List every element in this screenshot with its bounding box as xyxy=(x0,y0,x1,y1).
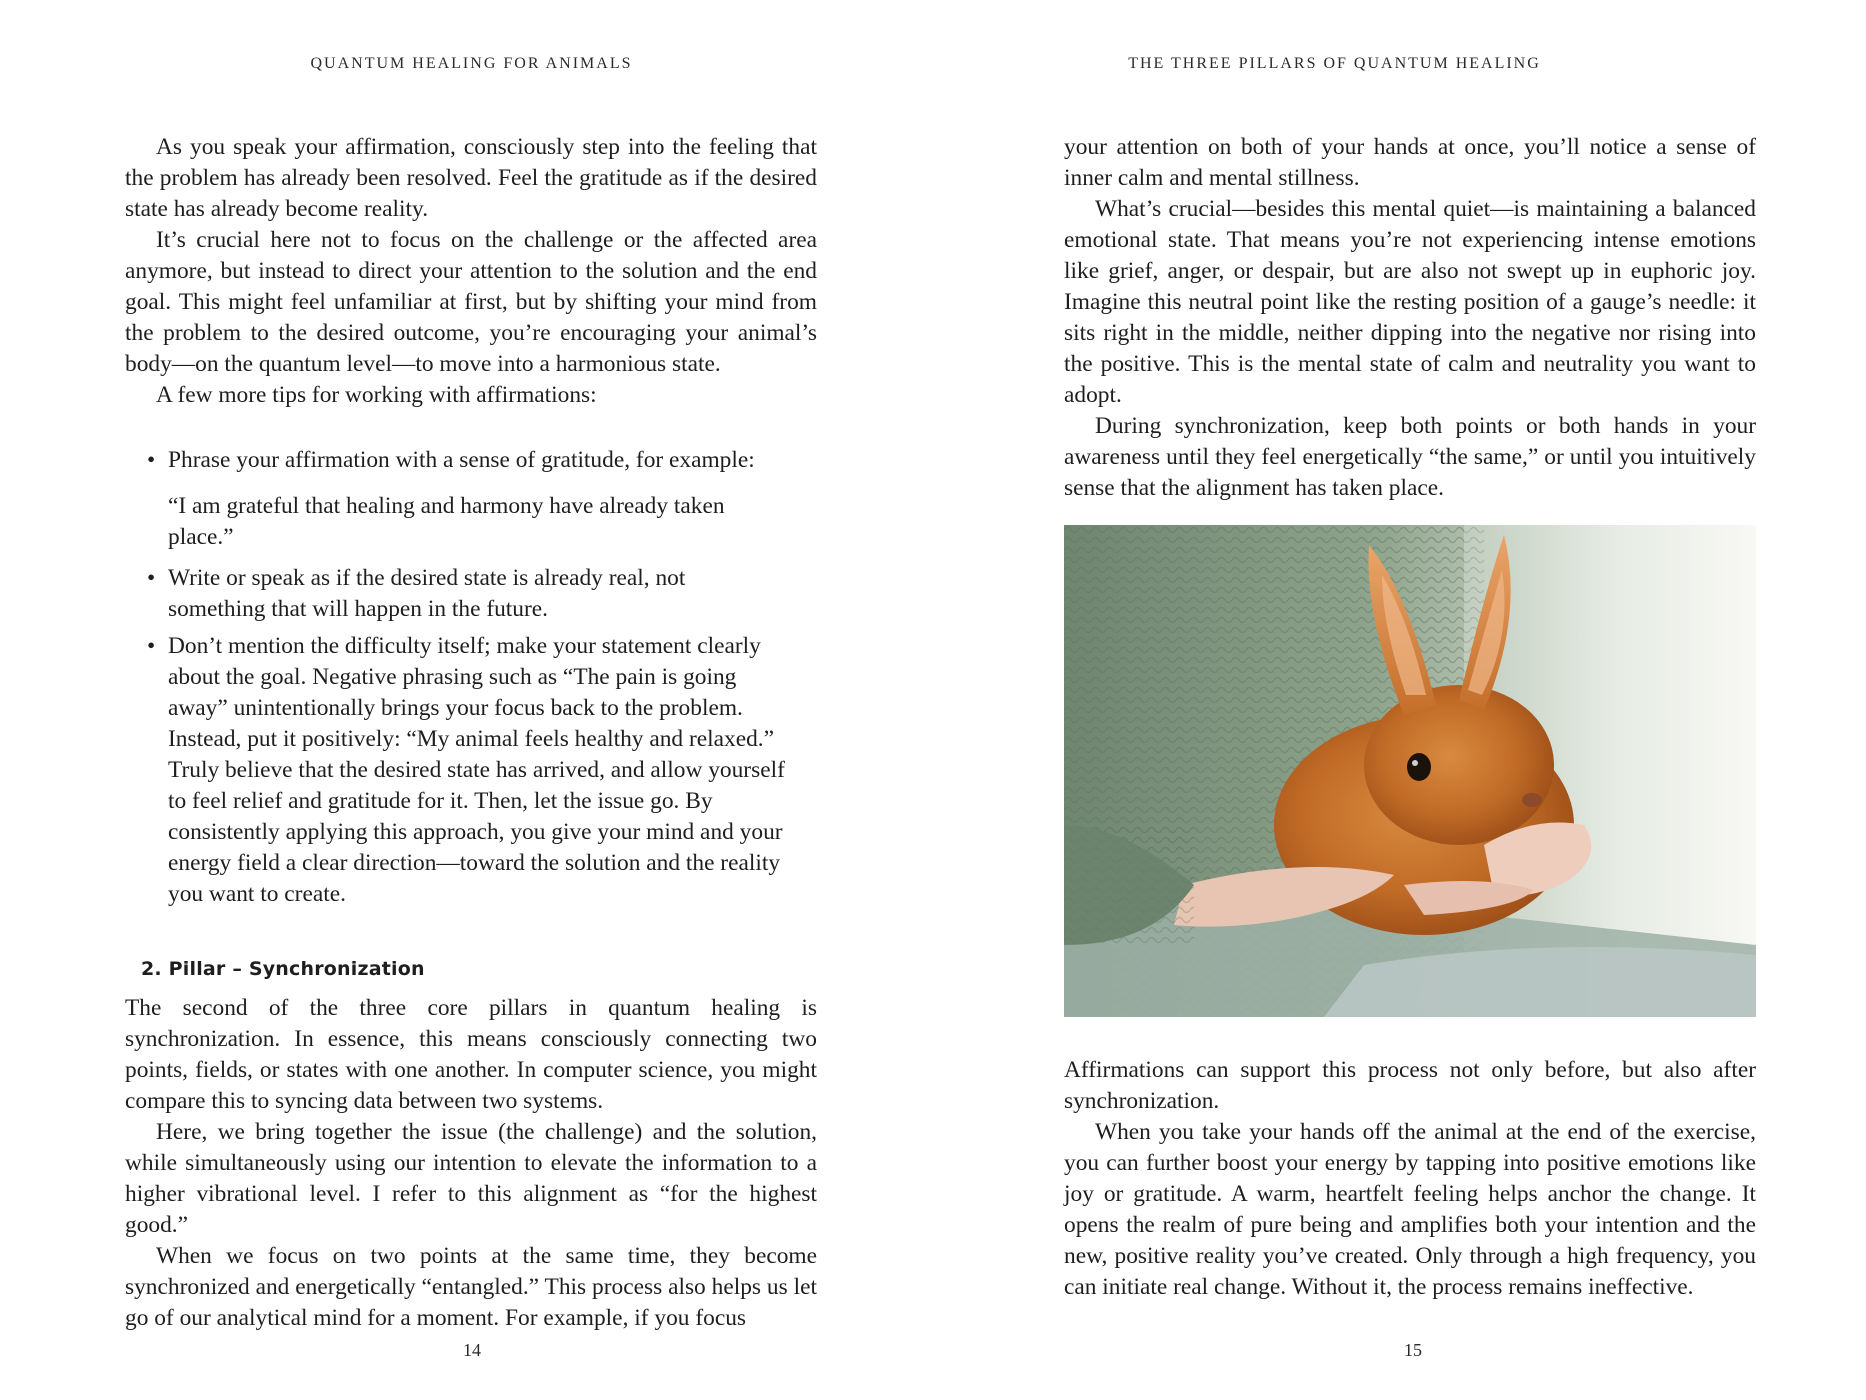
bullet-icon: • xyxy=(147,633,156,659)
running-head-left: QUANTUM HEALING FOR ANIMALS xyxy=(310,55,633,72)
paragraph: Here, we bring together the issue (the challenge) and the solution, while simultaneously using our intention to elevate the information to a higher vibrational level. I refer to this alignment as “for the highest good.” xyxy=(125,1119,817,1238)
list-item xyxy=(125,631,817,910)
right-page xyxy=(933,0,1866,1400)
running-head-right: THE THREE PILLARS OF QUANTUM HEALING xyxy=(1128,55,1541,72)
list-item xyxy=(125,563,817,625)
paragraph: What’s crucial—besides this mental quiet—is maintaining a balanced emotional state. That means you’re not experiencing intense emotions like grief, anger, or despair, but are also not swept up in euphoric joy. Imagine this neutral point like the resting position of a gauge’s needle: it sits right in the middle, neither dipping into the negative nor rising into the positive. This is the mental state of calm and neutrality you want to adopt. xyxy=(1064,196,1756,408)
left-text-top xyxy=(125,132,817,1334)
paragraph: It’s crucial here not to focus on the challenge or the affected area anymore, but instead to direct your attention to the solution and the end goal. This might feel unfamiliar at first, but by shifting your mind from the problem to the desired outcome, you’re encouraging your animal’s body—on the quantum level—to move into a harmonious state. xyxy=(125,227,817,377)
paragraph: Affirmations can support this process not only before, but also after synchronization. xyxy=(1064,1057,1756,1114)
tip-text: Phrase your affirmation with a sense of gratitude, for example: xyxy=(168,447,755,473)
right-text-bottom xyxy=(1064,1055,1756,1303)
section-heading: 2. Pillar – Synchronization xyxy=(141,958,425,980)
affirmation-tips-list xyxy=(125,445,817,910)
bullet-icon: • xyxy=(147,565,156,591)
list-item xyxy=(125,445,817,553)
paragraph: During synchronization, keep both points or both hands in your awareness until they feel energetically “the same,” or until you intuitively sense that the alignment has taken place. xyxy=(1064,413,1756,501)
page-number-right: 15 xyxy=(1404,1340,1422,1360)
paragraph: When you take your hands off the animal at the end of the exercise, you can further boost your energy by tapping into positive emotions like joy or gratitude. A warm, heartfelt feeling helps anchor the change. It opens the realm of pure being and amplifies both your intention and the new, positive reality you’ve created. Only through a high frequency, you can initiate real change. Without it, the process remains ineffective. xyxy=(1064,1119,1756,1300)
tip-text: Write or speak as if the desired state is already real, not something that will happen in the future. xyxy=(168,565,686,622)
paragraph: A few more tips for working with affirmations: xyxy=(156,382,597,408)
paragraph: The second of the three core pillars in quantum healing is synchronization. In essence, this means consciously connecting two points, fields, or states with one another. In computer science, you might compare this to syncing data between two systems. xyxy=(125,995,817,1114)
paragraph: your attention on both of your hands at once, you’ll notice a sense of inner calm and mental stillness. xyxy=(1064,134,1756,191)
paragraph: As you speak your affirmation, consciously step into the feeling that the problem has already been resolved. Feel the gratitude as if the desired state has already become reality. xyxy=(125,134,817,222)
bullet-icon: • xyxy=(147,447,156,473)
page-number-left: 14 xyxy=(463,1340,481,1360)
right-text-top xyxy=(1064,132,1756,504)
paragraph: When we focus on two points at the same time, they become synchronized and energetically “entangled.” This process also helps us let go of our analytical mind for a moment. For example, if you focus xyxy=(125,1243,817,1331)
bunny-photo-icon xyxy=(1064,525,1756,1017)
tip-text: Don’t mention the difficulty itself; make your statement clearly about the goal. Negative phrasing such as “The pain is going away” unintentionally brings your focus back to the problem. Instead, put it positively: “My animal feels healthy and relaxed.” Truly believe that the desired state has arrived, and allow yourself to feel relief and gratitude for it. Then, let the issue go. By consistently applying this approach, you give your mind and your energy field a clear direction—toward the solution and the reality you want to create. xyxy=(168,633,785,907)
tip-quote: “I am grateful that healing and harmony have already taken place.” xyxy=(168,493,725,550)
